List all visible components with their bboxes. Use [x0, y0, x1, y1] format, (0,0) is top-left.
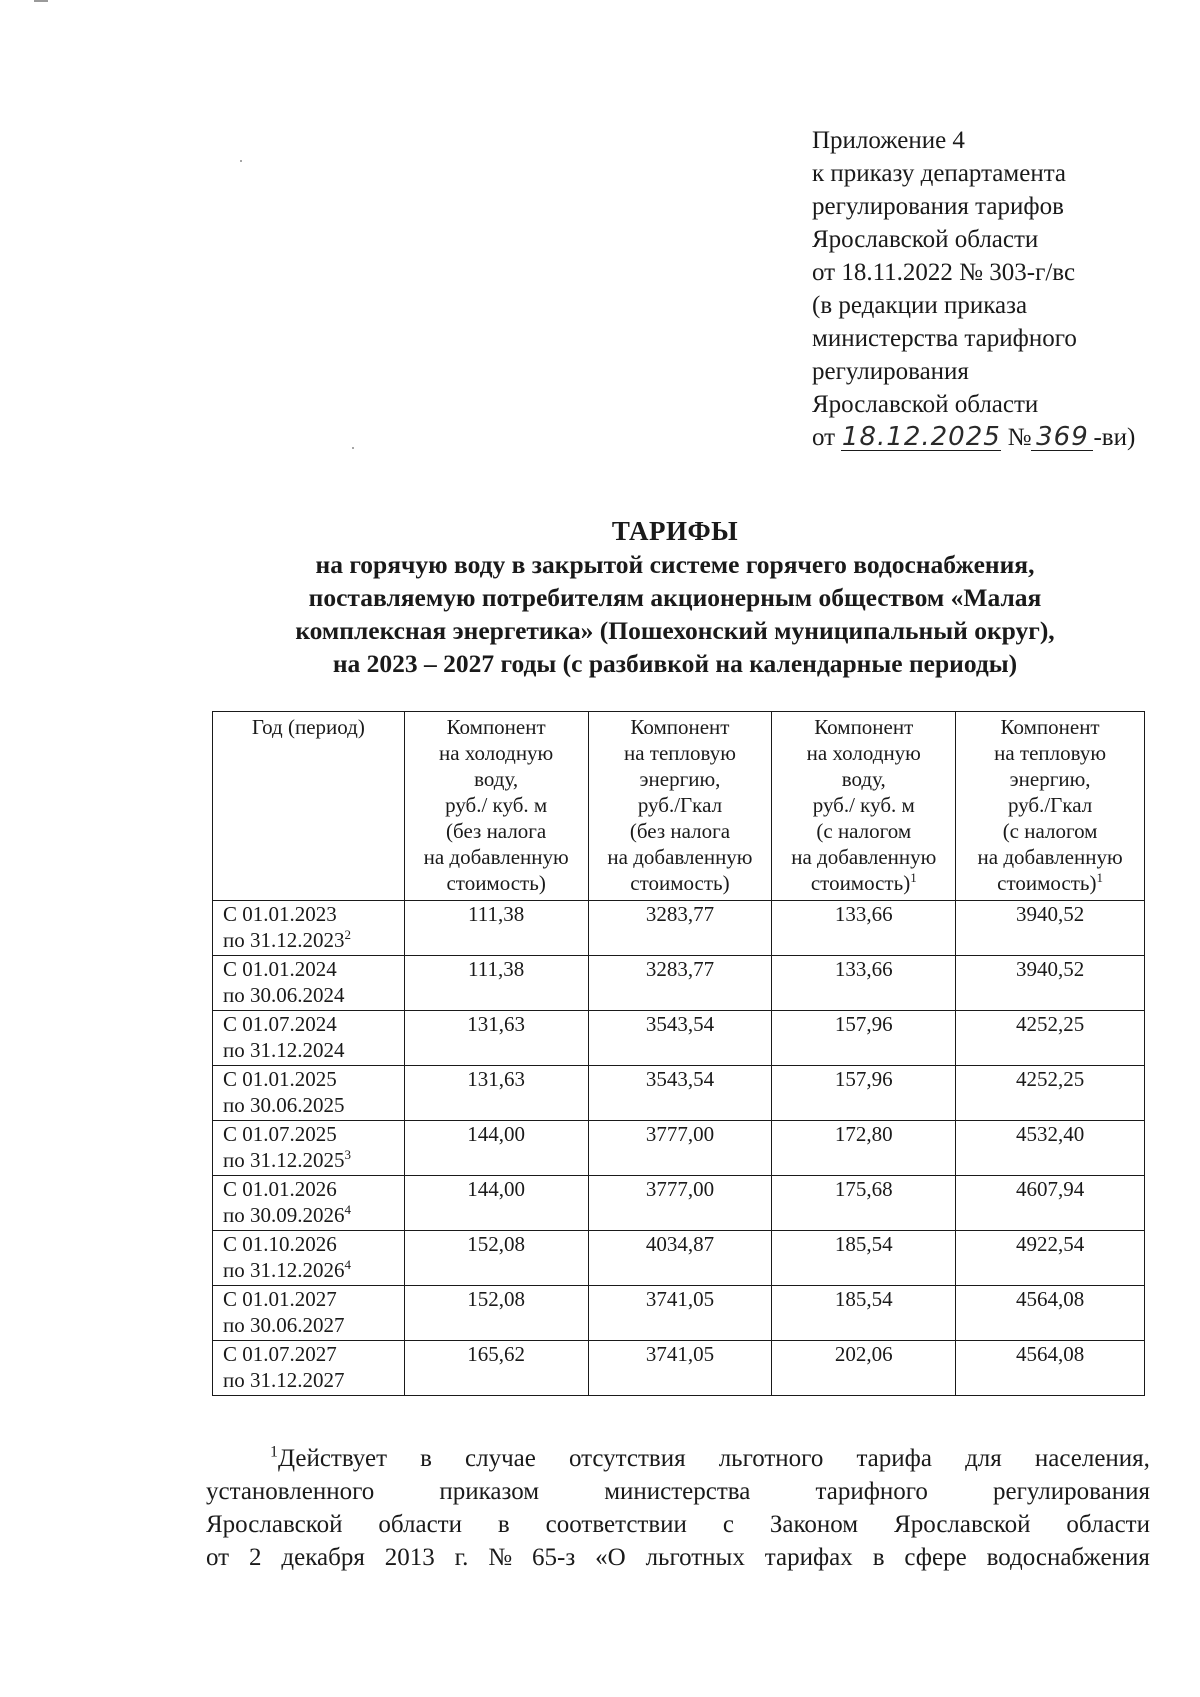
- tariff-value: 4922,54: [956, 1231, 1145, 1286]
- period-from: С 01.01.2026: [223, 1177, 337, 1201]
- period-from: С 01.01.2024: [223, 957, 337, 981]
- tariff-value: 3940,52: [956, 956, 1145, 1011]
- period-from: С 01.07.2024: [223, 1012, 337, 1036]
- period-from: С 01.01.2025: [223, 1067, 337, 1091]
- period-to: [223, 927, 400, 953]
- tariff-value: 131,63: [404, 1011, 588, 1066]
- footnote-word: $^1$Действует: [270, 1443, 387, 1472]
- period-cell: [213, 1176, 405, 1231]
- footnote-word: №: [488, 1544, 513, 1571]
- table-row: [213, 1066, 1145, 1121]
- footnote-ref: 3: [344, 1147, 351, 1162]
- column-header-line: на холодную: [806, 741, 921, 765]
- appendix-line: (в редакции приказа: [812, 292, 1028, 319]
- period-to-text: по 30.06.2025: [223, 1093, 345, 1117]
- column-header-line: Компонент: [814, 715, 914, 739]
- footnote-ref: 1: [1096, 870, 1103, 885]
- period-to-text: по 31.12.2024: [223, 1038, 345, 1062]
- footnote-word: «О: [595, 1544, 626, 1571]
- appendix-line: от 18.11.2022 № 303-г/вс: [812, 259, 1076, 286]
- scan-speck: [352, 447, 354, 449]
- footnote-line: [206, 1508, 1150, 1541]
- period-to-text: по 31.12.2026: [223, 1258, 345, 1282]
- tariff-value: 133,66: [772, 956, 956, 1011]
- period-from: С 01.10.2026: [223, 1232, 337, 1256]
- tariff-value: 3543,54: [588, 1011, 772, 1066]
- period-from: С 01.01.2027: [223, 1287, 337, 1311]
- tariff-value: 4607,94: [956, 1176, 1145, 1231]
- period-to-text: по 31.12.2025: [223, 1148, 345, 1172]
- table-row: [213, 1231, 1145, 1286]
- appendix-last-line: [812, 421, 1172, 454]
- table-row: [213, 901, 1145, 956]
- footnote-marker: 1: [270, 1443, 278, 1461]
- period-cell: [213, 956, 405, 1011]
- table-row: [213, 1286, 1145, 1341]
- period-to: [223, 1092, 400, 1118]
- number-sign: №: [1007, 424, 1032, 451]
- appendix-line: Ярославской области: [812, 391, 1039, 418]
- table-body: [213, 901, 1145, 1396]
- footnote-word: Ярославской: [206, 1511, 343, 1538]
- footnote-word: 65-з: [532, 1544, 576, 1571]
- column-header-line: (без налога: [629, 819, 731, 843]
- period-cell: [213, 1286, 405, 1341]
- column-header-line: на тепловую: [994, 741, 1107, 765]
- tariff-value: 185,54: [772, 1286, 956, 1341]
- period-from: С 01.01.2023: [223, 902, 337, 926]
- scan-speck: [240, 160, 242, 162]
- column-header-line: на добавленную: [607, 845, 753, 869]
- footnote-ref: 1: [910, 870, 917, 885]
- column-header-line: энергию,: [1009, 767, 1091, 791]
- period-cell: [213, 1341, 405, 1396]
- column-header-line: (с налогом: [1002, 819, 1098, 843]
- column-header-line: стоимость)$^1$: [810, 870, 917, 895]
- tariff-value: 3777,00: [588, 1176, 772, 1231]
- scan-mark: [34, 0, 48, 2]
- footnote-word: случае: [465, 1445, 536, 1472]
- period-to-text: по 30.06.2024: [223, 983, 345, 1007]
- tariff-value: 144,00: [404, 1176, 588, 1231]
- tariff-value: 4532,40: [956, 1121, 1145, 1176]
- tariff-value: 3283,77: [588, 901, 772, 956]
- column-header-line: руб./Гкал: [637, 793, 723, 817]
- footnote-ref: 4: [344, 1257, 351, 1272]
- footnote-word: льготных: [645, 1544, 745, 1571]
- footnote-word: для: [965, 1445, 1002, 1472]
- footnote-word: регулирования: [993, 1478, 1150, 1505]
- appendix-line: регулирования: [812, 358, 969, 385]
- tariff-value: 3741,05: [588, 1286, 772, 1341]
- tariff-value: 144,00: [404, 1121, 588, 1176]
- tariff-value: 3543,54: [588, 1066, 772, 1121]
- tariff-value: 185,54: [772, 1231, 956, 1286]
- tariff-value: 202,06: [772, 1341, 956, 1396]
- footnote-word: 2013: [384, 1544, 435, 1571]
- column-header-line: Компонент: [446, 715, 546, 739]
- tariff-value: 111,38: [404, 901, 588, 956]
- column-header-line: Год (период): [251, 715, 365, 739]
- footnote-word: в: [420, 1445, 432, 1472]
- column-header: [956, 712, 1145, 901]
- column-header: [772, 712, 956, 901]
- footnote-ref: 4: [344, 1202, 351, 1217]
- tariff-value: 3741,05: [588, 1341, 772, 1396]
- period-to: [223, 982, 400, 1008]
- tariff-value: 157,96: [772, 1066, 956, 1121]
- appendix-last-suffix: -ви): [1093, 424, 1136, 451]
- column-header-line: Компонент: [1000, 715, 1100, 739]
- tariff-value: 133,66: [772, 901, 956, 956]
- footnote-word: с: [722, 1511, 734, 1538]
- tariff-value: 111,38: [404, 956, 588, 1011]
- period-from: С 01.07.2027: [223, 1342, 337, 1366]
- handwritten-number: 369: [1031, 424, 1093, 451]
- period-to: [223, 1147, 400, 1173]
- period-cell: [213, 1231, 405, 1286]
- document-title: [190, 515, 1160, 680]
- column-header: [404, 712, 588, 901]
- appendix-last-prefix: от: [812, 424, 836, 451]
- tariffs-table: [212, 711, 1145, 1396]
- footnote-word: Законом: [769, 1511, 859, 1538]
- column-header-line: стоимость): [630, 871, 730, 895]
- footnote-line: [206, 1475, 1150, 1508]
- footnote-word: в: [497, 1511, 510, 1538]
- period-to-text: по 30.09.2026: [223, 1203, 345, 1227]
- footnote-word: тарифа: [856, 1445, 932, 1472]
- footnote-word: от: [206, 1544, 230, 1571]
- column-header: [588, 712, 772, 901]
- footnote-word: установленного: [206, 1478, 375, 1505]
- footnote-ref: 2: [344, 927, 351, 942]
- period-to-text: по 31.12.2027: [223, 1368, 345, 1392]
- footnote-word: соответствии: [545, 1511, 687, 1538]
- footnote-word: области: [378, 1511, 462, 1538]
- period-to-text: по 30.06.2027: [223, 1313, 345, 1337]
- footnote: [206, 1442, 1150, 1574]
- period-to: [223, 1037, 400, 1063]
- column-header-line: стоимость): [446, 871, 546, 895]
- tariff-value: 152,08: [404, 1231, 588, 1286]
- column-header-line: руб./Гкал: [1007, 793, 1093, 817]
- tariff-value: 131,63: [404, 1066, 588, 1121]
- footnote-line: [206, 1541, 1150, 1574]
- column-header-line: на добавленную: [423, 845, 569, 869]
- tariff-value: 4252,25: [956, 1066, 1145, 1121]
- appendix-line: Ярославской области: [812, 226, 1039, 253]
- tariff-value: 172,80: [772, 1121, 956, 1176]
- footnote-word: декабря: [281, 1544, 365, 1571]
- appendix-lines: [812, 124, 1172, 421]
- appendix-line: Приложение 4: [812, 127, 965, 154]
- footnote-word: г.: [454, 1544, 469, 1571]
- title-line: на горячую воду в закрытой системе горячего водоснабжения,: [315, 550, 1035, 579]
- column-header-line: на холодную: [439, 741, 554, 765]
- column-header-line: стоимость)$^1$: [997, 870, 1103, 895]
- tariff-value: 4034,87: [588, 1231, 772, 1286]
- footnote-word: министерства: [604, 1478, 751, 1505]
- period-cell: [213, 1121, 405, 1176]
- title-line: поставляемую потребителям акционерным обществом «Малая: [308, 583, 1042, 612]
- tariff-value: 157,96: [772, 1011, 956, 1066]
- period-to: [223, 1312, 400, 1338]
- tariff-value: 4252,25: [956, 1011, 1145, 1066]
- column-header-line: (без налога: [446, 819, 547, 843]
- tariff-value: 3940,52: [956, 901, 1145, 956]
- footnote-word: населения,: [1034, 1445, 1150, 1472]
- title-lines: [190, 548, 1160, 680]
- footnote-word: в: [872, 1544, 885, 1571]
- table-row: [213, 1121, 1145, 1176]
- title-line: на 2023 – 2027 годы (с разбивкой на календарные периоды): [332, 649, 1018, 678]
- footnote-word: отсутствия: [568, 1445, 686, 1472]
- footnote-word: области: [1066, 1511, 1150, 1538]
- appendix-line: регулирования тарифов: [812, 193, 1064, 220]
- footnote-line: [206, 1442, 1150, 1475]
- period-to-text: по 31.12.2023: [223, 928, 345, 952]
- table-header-row: [213, 712, 1145, 901]
- period-cell: [213, 901, 405, 956]
- title-heading: ТАРИФЫ: [611, 516, 739, 546]
- footnote-word: тарифах: [764, 1544, 853, 1571]
- footnote-word: льготного: [718, 1445, 824, 1472]
- column-header-line: Компонент: [630, 715, 730, 739]
- footnote-word: водоснабжения: [986, 1544, 1150, 1571]
- column-header-line: руб./ куб. м: [445, 793, 548, 817]
- column-header-line: (с налогом: [816, 819, 912, 843]
- tariff-value: 4564,08: [956, 1341, 1145, 1396]
- period-to: [223, 1367, 400, 1393]
- footnote-word: 2: [249, 1544, 262, 1571]
- column-header-line: воду,: [841, 767, 886, 791]
- column-header-line: на тепловую: [623, 741, 736, 765]
- table-row: [213, 1176, 1145, 1231]
- period-to: [223, 1202, 400, 1228]
- column-header-line: энергию,: [639, 767, 721, 791]
- tariff-value: 3283,77: [588, 956, 772, 1011]
- column-header-line: на добавленную: [791, 845, 937, 869]
- tariff-value: 152,08: [404, 1286, 588, 1341]
- table-row: [213, 1011, 1145, 1066]
- period-cell: [213, 1066, 405, 1121]
- table-row: [213, 956, 1145, 1011]
- appendix-line: к приказу департамента: [812, 160, 1067, 187]
- table-row: [213, 1341, 1145, 1396]
- column-header: [213, 712, 405, 901]
- footnote-word: тарифного: [815, 1478, 928, 1505]
- column-header-line: воду,: [474, 767, 519, 791]
- footnote-word: приказом: [439, 1478, 540, 1505]
- tariff-value: 4564,08: [956, 1286, 1145, 1341]
- appendix-header: [812, 124, 1172, 454]
- handwritten-date: 18.12.2025: [841, 422, 1001, 452]
- period-from: С 01.07.2025: [223, 1122, 337, 1146]
- column-header-line: на добавленную: [977, 845, 1123, 869]
- tariff-value: 3777,00: [588, 1121, 772, 1176]
- footnote-word: Ярославской: [894, 1511, 1031, 1538]
- tariff-value: 165,62: [404, 1341, 588, 1396]
- footnote-word: сфере: [904, 1544, 967, 1571]
- appendix-line: министерства тарифного: [812, 325, 1077, 352]
- period-cell: [213, 1011, 405, 1066]
- column-header-line: руб./ куб. м: [812, 793, 915, 817]
- period-to: [223, 1257, 400, 1283]
- title-line: комплексная энергетика» (Пошехонский муниципальный округ),: [295, 616, 1055, 645]
- tariff-value: 175,68: [772, 1176, 956, 1231]
